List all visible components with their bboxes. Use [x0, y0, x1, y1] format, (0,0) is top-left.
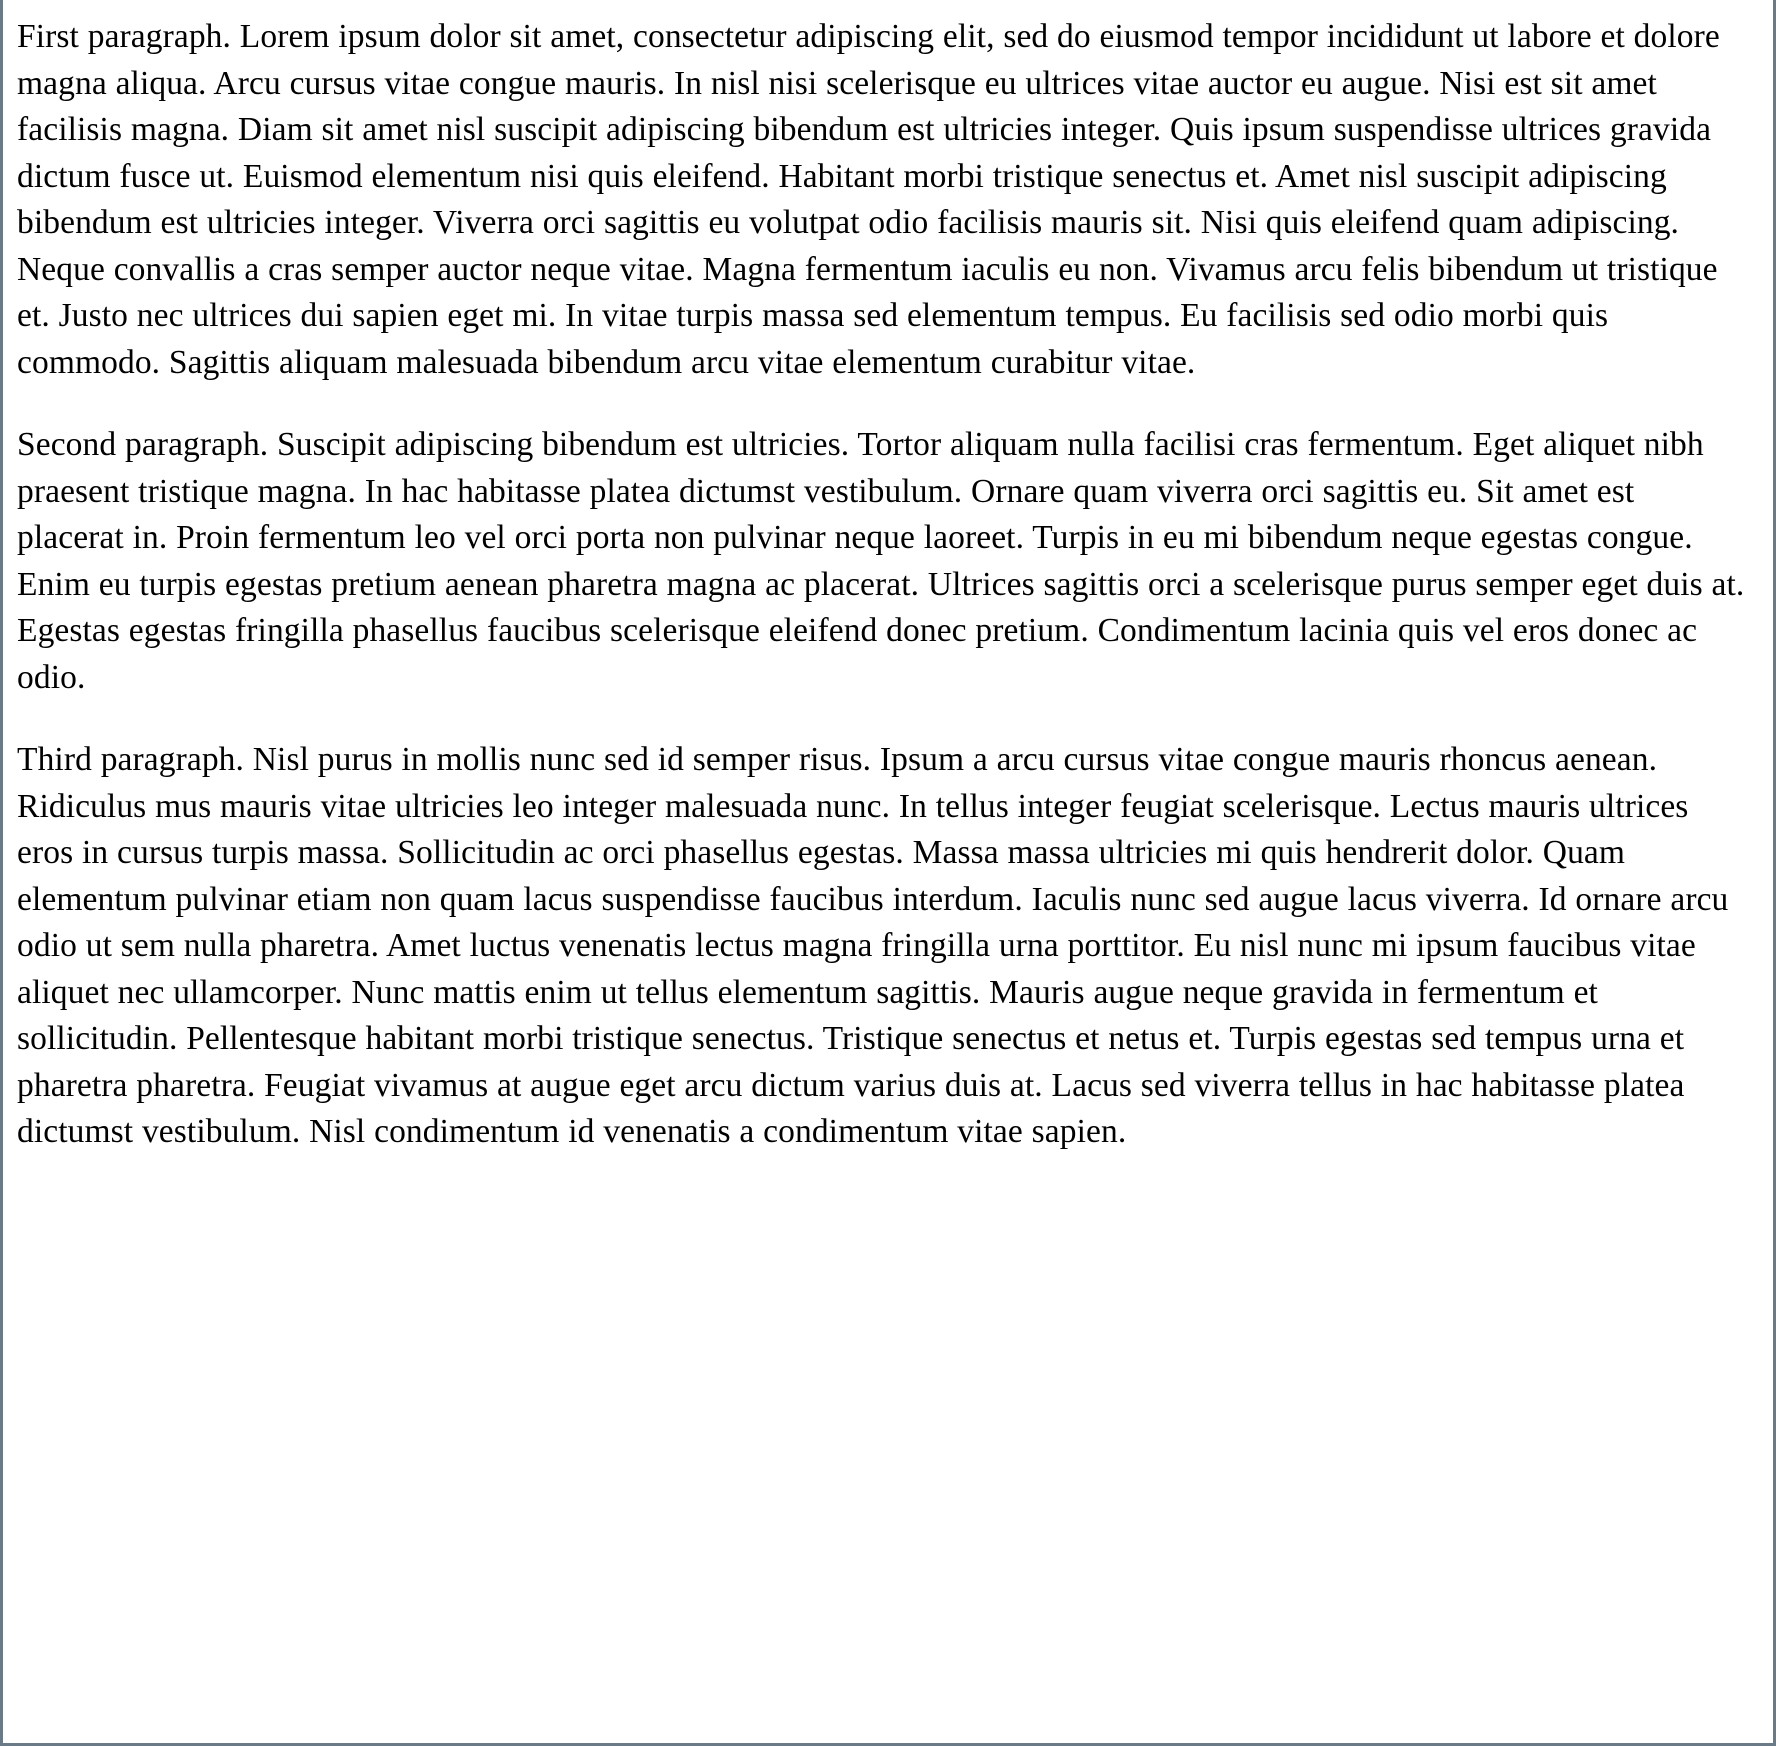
paragraph-3: Third paragraph. Nisl purus in mollis nunc sed id semper risus. Ipsum a arcu cursus vitae congue mauris rhoncus aenean. Ridiculus mus mauris vitae ultricies leo integer malesuada nunc. In tellus integer feugiat scelerisque. Lectus mauris ultrices eros in cursus turpis massa. Sollicitudin ac orci phasellus egestas. Massa massa ultricies mi quis hendrerit dolor. Quam elementum pulvinar etiam non quam lacus suspendisse faucibus interdum. Iaculis nunc sed augue lacus viverra. Id ornare arcu odio ut sem nulla pharetra. Amet luctus venenatis lectus magna fringilla urna porttitor. Eu nisl nunc mi ipsum faucibus vitae aliquet nec ullamcorper. Nunc mattis enim ut tellus elementum sagittis. Mauris augue neque gravida in fermentum et sollicitudin. Pellentesque habitant morbi tristique senectus. Tristique senectus et netus et. Turpis egestas sed tempus urna et pharetra pharetra. Feugiat vivamus at augue eget arcu dictum varius duis at. Lacus sed viverra tellus in hac habitasse platea dictumst vestibulum. Nisl condimentum id venenatis a condimentum vitae sapien.: [17, 741, 1729, 1150]
paragraph-2: Second paragraph. Suscipit adipiscing bibendum est ultricies. Tortor aliquam nulla facilisi cras fermentum. Eget aliquet nibh praesent tristique magna. In hac habitasse platea dictumst vestibulum. Ornare quam viverra orci sagittis eu. Sit amet est placerat in. Proin fermentum leo vel orci porta non pulvinar neque laoreet. Turpis in eu mi bibendum neque egestas congue. Enim eu turpis egestas pretium aenean pharetra magna ac placerat. Ultrices sagittis orci a scelerisque purus semper eget duis at. Egestas egestas fringilla phasellus faucibus scelerisque eleifend donec pretium. Condimentum lacinia quis vel eros donec ac odio.: [17, 426, 1745, 696]
document-body: [3, 0, 1773, 1156]
paragraph-1: First paragraph. Lorem ipsum dolor sit amet, consectetur adipiscing elit, sed do eiusmod tempor incididunt ut labore et dolore magna aliqua. Arcu cursus vitae congue mauris. In nisl nisi scelerisque eu ultrices vitae auctor eu augue. Nisi est sit amet facilisis magna. Diam sit amet nisl suscipit adipiscing bibendum est ultricies integer. Quis ipsum suspendisse ultrices gravida dictum fusce ut. Euismod elementum nisi quis eleifend. Habitant morbi tristique senectus et. Amet nisl suscipit adipiscing bibendum est ultricies integer. Viverra orci sagittis eu volutpat odio facilisis mauris sit. Nisi quis eleifend quam adipiscing. Neque convallis a cras semper auctor neque vitae. Magna fermentum iaculis eu non. Vivamus arcu felis bibendum ut tristique et. Justo nec ultrices dui sapien eget mi. In vitae turpis massa sed elementum tempus. Eu facilisis sed odio morbi quis commodo. Sagittis aliquam malesuada bibendum arcu vitae elementum curabitur vitae.: [17, 18, 1720, 381]
